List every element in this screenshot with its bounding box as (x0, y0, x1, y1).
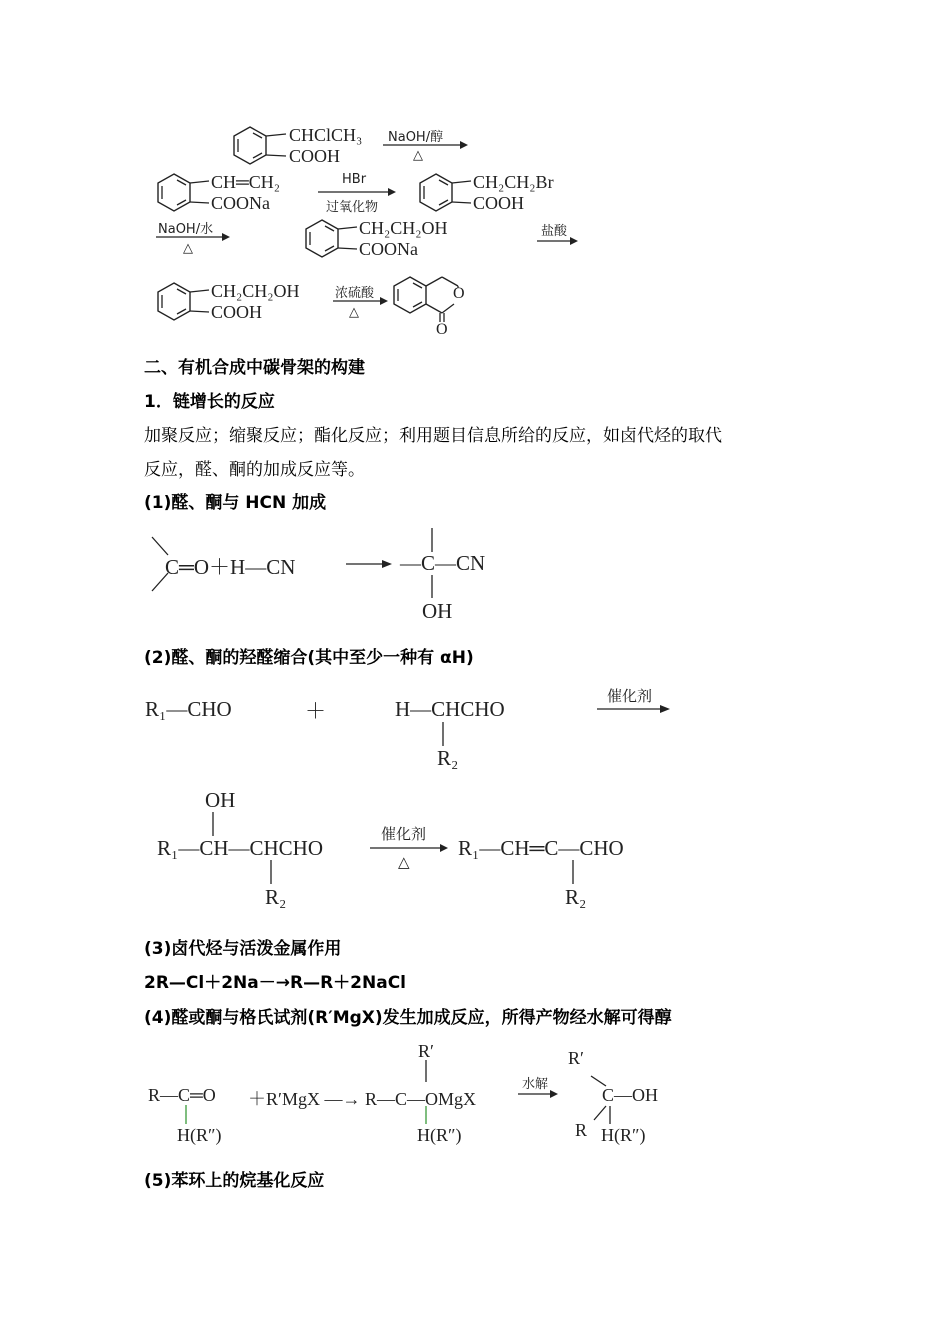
arrow-2 (318, 188, 396, 196)
grignard-rprime-a: R′ (418, 1041, 434, 1061)
item-3-title: (3)卤代烃与活泼金属作用 (144, 939, 342, 959)
aldol-r2-b: R₂ (265, 885, 287, 909)
carbonyl-oxygen: O (436, 321, 448, 338)
item-5-title: (5)苯环上的烷基化反应 (144, 1171, 325, 1191)
grignard-h-a: H(R″) (177, 1125, 222, 1145)
aldol-r2-c: R₂ (565, 885, 587, 909)
r3-arrow2-top: 盐酸 (541, 224, 568, 239)
benzene-ring-4 (306, 220, 357, 257)
item-1-title: (1)醛、酮与 HCN 加成 (144, 493, 327, 513)
r3-mid-top: CH₂CH₂OH (359, 218, 448, 238)
grignard-hydrolysis: 水解 (522, 1077, 549, 1092)
r2-product-bottom: COOH (473, 193, 525, 213)
ring-oxygen: O (453, 285, 465, 302)
grignard-h-b: H(R″) (417, 1125, 462, 1145)
r4-substituent-bottom: COOH (211, 302, 263, 322)
r1-substituent-top: CHClCH₃ (289, 125, 363, 145)
aldol-intermediate: R₁—CH—CHCHO (157, 836, 324, 860)
section-title: 二、有机合成中碳骨架的构建 (144, 358, 365, 378)
grignard-reagent-and-adduct: ＋R′MgX —→ R—C—OMgX (248, 1089, 476, 1109)
subsection-title: 1．链增长的反应 (144, 392, 275, 412)
hcn-product: —C—CN (400, 551, 486, 575)
grignard-carbonyl: R—C═O (148, 1085, 216, 1105)
r4-arrow-bottom: △ (349, 305, 359, 320)
grignard-alcohol: C—OH (602, 1085, 659, 1105)
r3-arrow1-top: NaOH/水 (158, 222, 214, 237)
isochromanone-structure (394, 277, 458, 322)
r2-product-top: CH₂CH₂Br (473, 172, 554, 192)
aldol-catalyst-a: 催化剂 (607, 687, 653, 705)
benzene-ring-3 (420, 174, 471, 211)
benzene-ring-1 (234, 127, 286, 164)
r2-start-bottom: COONa (211, 193, 270, 213)
aldol-hydroxyl: OH (205, 788, 236, 812)
item-4-title: (4)醛或酮与格氏试剂(R′MgX)发生加成反应，所得产物经水解可得醇 (144, 1008, 672, 1028)
r1-arrow-top: NaOH/醇 (388, 130, 444, 145)
aldol-plus: ＋ (305, 699, 326, 723)
wurtz-equation: 2R—Cl＋2Na－→R—R＋2NaCl (144, 973, 407, 993)
aldol-r2-a: R₂ (437, 746, 459, 770)
paragraph-line-1: 加聚反应；缩聚反应；酯化反应；利用题目信息所给的反应，如卤代烃的取代 (144, 426, 722, 446)
aldol-catalyst-b: 催化剂 (381, 825, 427, 843)
r2-arrow-bottom: 过氧化物 (326, 200, 379, 215)
r4-substituent-top: CH₂CH₂OH (211, 281, 300, 301)
r3-arrow1-bottom: △ (183, 241, 193, 256)
hcn-reactants: C═O＋H—CN (165, 555, 296, 579)
grignard-rprime-b: R′ (568, 1048, 584, 1068)
r1-arrow-bottom: △ (413, 148, 423, 163)
grignard-r: R (575, 1120, 588, 1140)
item-2-title: (2)醛、酮的羟醛缩合(其中至少一种有 αH) (144, 648, 474, 668)
r4-arrow-top: 浓硫酸 (335, 286, 375, 301)
r1-substituent-bottom: COOH (289, 146, 341, 166)
aldol-delta: △ (398, 853, 410, 871)
benzene-ring-5 (158, 283, 209, 320)
r2-arrow-top: HBr (342, 172, 367, 187)
aldol-product: R₁—CH═C—CHO (458, 836, 624, 860)
hcn-hydroxyl: OH (422, 599, 453, 623)
paragraph-line-2: 反应，醛、酮的加成反应等。 (144, 460, 365, 480)
aldol-reactant-2: H—CHCHO (395, 697, 505, 721)
r2-start-top: CH═CH₂ (211, 172, 281, 192)
aldol-reactant-1: R₁—CHO (145, 697, 232, 721)
benzene-ring-2 (158, 174, 209, 211)
r3-mid-bottom: COONa (359, 239, 418, 259)
grignard-h-c: H(R″) (601, 1125, 646, 1145)
